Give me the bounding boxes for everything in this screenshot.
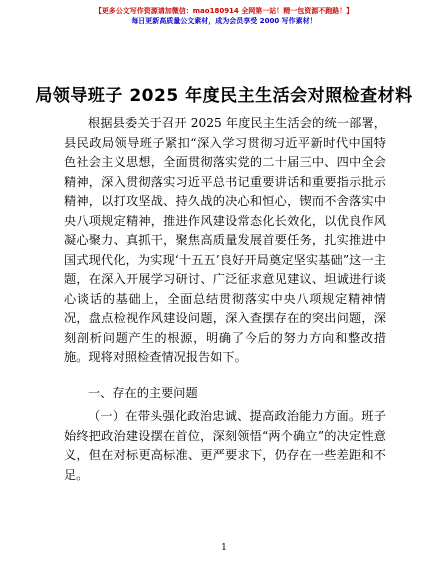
document-title: 局领导班子 2025 年度民主生活会对照检查材料 <box>35 86 413 106</box>
intro-paragraph: 根据县委关于召开 2025 年度民主生活会的统一部署，县民政局领导班子紧扣“深入学习贯彻习近平新时代中国特色社会主义思想，全面贯彻落实党的二十届三中、四中全会精神，深入贯彻落实习近平总书记重要讲话和重要指示批示精神，以打攻坚战、持久战的决心和恒心，锲而不舍落实中央八项规定精神，推进作风建设常态化长效化，以优良作风凝心聚力、真抓干，聚焦高质量发展首要任务，扎实推进中国式现代化，为实现‘十五五’良好开局奠定坚实基础”这一主题，在深入开展学习研讨、广泛征求意见建议、坦诚进行谈心谈话的基础上，全面总结贯彻落实中央八项规定精神情况，盘点检视作风建设问题，深入查摆存在的突出问题，深刻剖析问题产生的根源，明确了今后的努力方向和整改措施。现将对照检查情况报告如下。 <box>64 116 386 364</box>
section-heading: 一、存在的主要问题 <box>88 386 198 400</box>
promo-line-2: 每日更新高质量公文素材，成为会员享受 2000 写作素材！ <box>131 17 317 25</box>
promo-line-1: 【更多公文写作资源请加微信：mao180914 全网第一站！精一包资源不跑路！】 <box>94 7 354 15</box>
page-number: 1 <box>221 543 227 553</box>
promo-banner <box>0 6 448 26</box>
section-paragraph: （一）在带头强化政治忠诚、提高政治能力方面。班子始终把政治建设摆在首位，深刻领悟“两个确立”的决定性意义，但在对标更高标准、更严要求下，仍存在一些差距和不足。 <box>64 409 386 482</box>
